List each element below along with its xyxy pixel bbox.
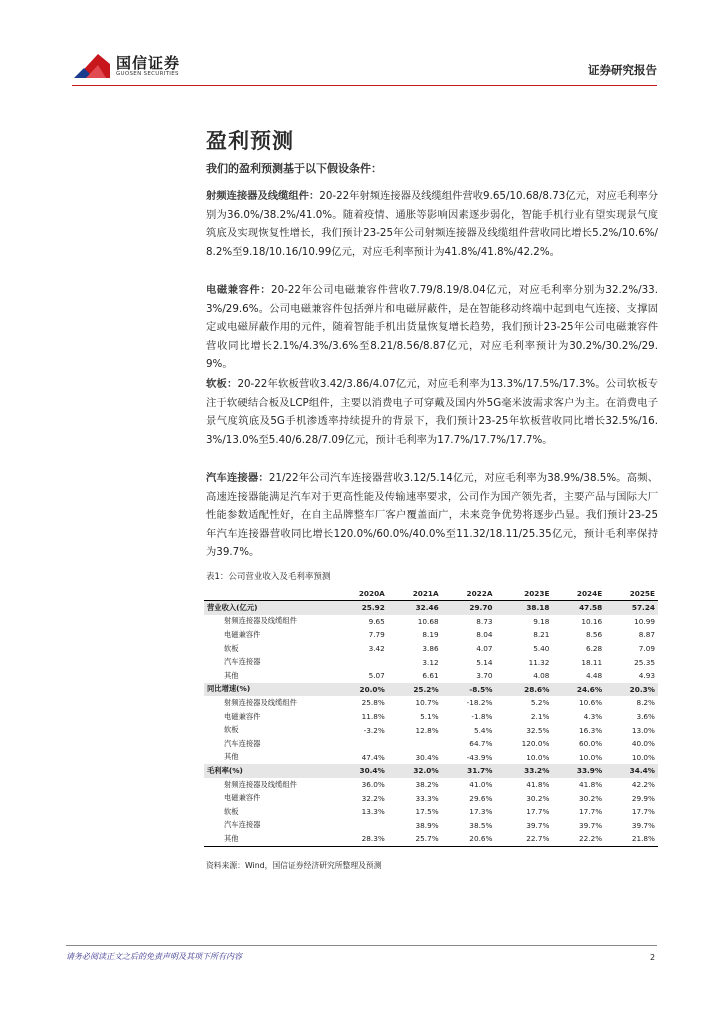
table-cell: 32.2%	[361, 793, 385, 803]
row-label: 电磁兼容件	[224, 629, 261, 639]
table-cell: 39.7%	[579, 820, 603, 830]
table-cell: 3.6%	[636, 712, 655, 722]
intro-text: 我们的盈利预测基于以下假设条件：	[206, 162, 382, 175]
table-cell: 39.7%	[526, 820, 550, 830]
table-cell: 20.6%	[442, 832, 496, 846]
disclaimer-text: 请务必阅读正文之后的免责声明及其项下所有内容	[66, 952, 242, 961]
paragraph-body: 20-22年软板营收3.42/3.86/4.07亿元，对应毛利率为13.3%/17.5%/17.3%。公司软板专注于软硬结合板及LCP组件，主要以消费电子可穿戴及国内外5G毫米波需求客户为主。在消费电子景气度筑底及5G手机渗透率持续提升的背景下，我们预计23-25年软板营收同比增长32.5%/16.3%/13.0%至5.40/6.28/7.09亿元，预计毛利率为17.7%/17.7%/17.7%。	[206, 378, 659, 446]
table-cell: 25.2%	[388, 683, 442, 697]
paragraph-body: 20-22年射频连接器及线缆组件营收9.65/10.68/8.73亿元，对应毛利率分别为36.0%/38.2%/41.0%。随着疫情、通胀等影响因素逐步弱化，智能手机行业有望实现景气度筑底及实现恢复性增长，我们预计23-25年公司射频连接器及线缆组件营收同比增长5.2%/10.6%/8.2%至9.18/10.16/10.99亿元，对应毛利率预计为41.8%/41.8%/42.2%。	[206, 190, 658, 258]
row-label: 射频连接器及线缆组件	[224, 779, 297, 789]
column-header: 2024E	[552, 587, 605, 601]
table-cell: -3.2%	[363, 725, 385, 735]
table-cell	[334, 655, 388, 669]
row-label: 其他	[204, 832, 334, 846]
table-cell: 17.7%	[631, 807, 655, 817]
paragraph-body: 20-22年公司电磁兼容件营收7.79/8.19/8.04亿元，对应毛利率分别为32.2%/33.3%/29.6%。公司电磁兼容件包括弹片和电磁屏蔽件，是在智能移动终端中起到电气连接、支撑固定或电磁屏蔽作用的元件，随着智能手机出货量恢复增长趋势，我们预计23-25年公司电磁兼容件营收同比增长2.1%/4.3%/3.6%至8.21/8.56/8.87亿元，对应毛利率预计为30.2%/30.2%/29.9%。	[206, 284, 658, 371]
table-cell: 31.7%	[442, 764, 496, 778]
table-cell: 30.2%	[526, 793, 550, 803]
table-cell: 60.0%	[579, 739, 603, 749]
table-cell: 17.5%	[415, 807, 439, 817]
logo-chinese-name: 国信证券	[116, 54, 181, 72]
table-cell: 29.6%	[469, 793, 493, 803]
paragraph-heading: 射频连接器及线缆组件：	[206, 190, 320, 202]
row-label: 营业收入(亿元)	[204, 601, 334, 615]
page-header	[72, 48, 657, 88]
table-cell: 28.6%	[495, 683, 552, 697]
table-cell: 36.0%	[361, 780, 385, 790]
table-cell: 16.3%	[579, 725, 603, 735]
table-cell: 21.8%	[605, 832, 658, 846]
table-cell: 22.2%	[552, 832, 605, 846]
header-divider	[72, 85, 657, 86]
table-cell: 10.68	[417, 616, 439, 626]
row-label: 毛利率(%)	[204, 764, 334, 778]
table-cell: 24.6%	[552, 683, 605, 697]
table-cell: 8.19	[422, 630, 439, 640]
revenue-margin-table	[204, 587, 658, 847]
table-cell: 10.0%	[526, 752, 550, 762]
guosen-logo	[72, 48, 232, 84]
logo-english-name: GUOSEN SECURITIES	[116, 71, 179, 77]
table-row	[204, 710, 658, 724]
table-cell: 22.7%	[495, 832, 552, 846]
row-label: 电磁兼容件	[224, 793, 261, 803]
table-cell: 8.04	[476, 630, 493, 640]
table-cell: 30.4%	[415, 752, 439, 762]
paragraph-emc-parts	[206, 281, 658, 374]
column-header: 2025E	[605, 587, 658, 601]
table-group-row	[204, 764, 658, 778]
table-cell: 3.70	[476, 671, 493, 681]
table-cell: 25.35	[634, 657, 655, 667]
table-cell: 20.0%	[334, 683, 388, 697]
table-cell: 6.61	[422, 671, 439, 681]
table-cell: 17.3%	[469, 807, 493, 817]
table-cell: 5.40	[533, 644, 550, 654]
row-label: 汽车连接器	[224, 738, 261, 748]
table-cell: 20.3%	[605, 683, 658, 697]
table-cell: 4.48	[585, 671, 603, 681]
table-cell: 38.2%	[415, 780, 439, 790]
table-cell	[334, 737, 388, 751]
section-title: 盈利预测	[206, 129, 294, 153]
table-cell: 32.5%	[526, 725, 550, 735]
table-row	[204, 696, 658, 710]
table-cell: 3.86	[422, 644, 439, 654]
table-cell: 38.9%	[415, 820, 439, 830]
table-cell	[334, 819, 388, 833]
table-cell: 4.07	[476, 644, 493, 654]
table-cell: 2.1%	[530, 712, 550, 722]
table-row	[204, 628, 658, 642]
table-cell: 5.4%	[473, 725, 493, 735]
table-cell: 3.42	[368, 644, 385, 654]
table-cell: 28.3%	[334, 832, 388, 846]
table-cell: 29.9%	[631, 793, 655, 803]
table-cell: 41.8%	[579, 780, 603, 790]
table-cell: -43.9%	[466, 752, 493, 762]
table-row	[204, 751, 658, 765]
table-cell: 34.4%	[605, 764, 658, 778]
table-cell: 5.14	[476, 657, 493, 667]
table-cell: 9.18	[533, 616, 550, 626]
table-cell: 41.0%	[469, 780, 493, 790]
table-cell: 4.08	[533, 671, 550, 681]
paragraph-heading: 汽车连接器：	[206, 472, 269, 484]
column-header: 2020A	[334, 587, 388, 601]
table-row	[204, 819, 658, 833]
table-row	[204, 737, 658, 751]
table-cell: 42.2%	[631, 780, 655, 790]
paragraph-heading: 电磁兼容件：	[206, 284, 272, 296]
table-body	[204, 601, 658, 847]
table-group-row	[204, 683, 658, 697]
row-label: 软板	[224, 643, 239, 653]
table-cell: 10.99	[634, 616, 655, 626]
table-cell	[388, 737, 442, 751]
table-cell: 8.2%	[636, 698, 655, 708]
table-cell: 10.7%	[415, 698, 439, 708]
table-row	[204, 778, 658, 792]
table-row	[204, 723, 658, 737]
table-cell: 33.2%	[495, 764, 552, 778]
column-header: 2023E	[495, 587, 552, 601]
table-cell: 8.56	[585, 630, 603, 640]
table-cell: 25.7%	[388, 832, 442, 846]
report-type-label: 证券研究报告	[588, 63, 657, 77]
row-label: 射频连接器及线缆组件	[224, 616, 297, 626]
paragraph-heading: 软板：	[206, 378, 238, 390]
table-cell: 8.73	[476, 616, 493, 626]
table-cell: 3.12	[422, 657, 439, 667]
row-label: 软板	[224, 725, 239, 735]
row-label: 同比增速(%)	[204, 683, 334, 697]
table-cell: 6.28	[585, 644, 603, 654]
row-label: 汽车连接器	[224, 820, 261, 830]
table-cell: -1.8%	[471, 712, 493, 722]
table-cell: 38.5%	[469, 820, 493, 830]
table-cell: 7.09	[638, 644, 655, 654]
table-group-row	[204, 601, 658, 615]
page-number: 2	[650, 953, 656, 962]
row-label: 其他	[224, 752, 239, 762]
table-row	[204, 805, 658, 819]
row-label: 其他	[224, 670, 239, 680]
table-row	[204, 669, 658, 683]
table-cell: 30.4%	[334, 764, 388, 778]
table-cell: 4.3%	[583, 712, 603, 722]
table-caption: 表1：公司营业收入及毛利率预测	[206, 572, 331, 582]
table-cell: 32.46	[388, 601, 442, 615]
table-header-row	[204, 587, 658, 601]
table-cell: 5.07	[368, 671, 385, 681]
table-cell: 47.58	[552, 601, 605, 615]
table-cell: 17.7%	[526, 807, 550, 817]
table-cell: 33.3%	[415, 793, 439, 803]
table-cell: 40.0%	[631, 739, 655, 749]
table-cell: 120.0%	[521, 739, 550, 749]
table-cell: 17.7%	[579, 807, 603, 817]
table-cell: 57.24	[605, 601, 658, 615]
table-cell: 10.16	[581, 616, 603, 626]
table-cell: 32.0%	[388, 764, 442, 778]
table-cell: 10.0%	[631, 752, 655, 762]
table-cell: 39.7%	[631, 820, 655, 830]
table-cell: 25.8%	[361, 698, 385, 708]
column-header: 2021A	[388, 587, 442, 601]
table-cell: 7.79	[368, 630, 385, 640]
row-label: 电磁兼容件	[224, 711, 261, 721]
table-cell: 11.32	[528, 657, 550, 667]
table-cell: 10.6%	[579, 698, 603, 708]
table-cell: 13.3%	[361, 807, 385, 817]
table-cell: 4.93	[638, 671, 655, 681]
table-cell: -8.5%	[442, 683, 496, 697]
table-cell: 25.92	[334, 601, 388, 615]
source-note: 资料来源：Wind，国信证券经济研究所整理及预测	[206, 861, 382, 870]
table-cell: 9.65	[368, 616, 385, 626]
table-cell: 8.87	[638, 630, 655, 640]
table-cell: 10.0%	[579, 752, 603, 762]
paragraph-rf-connectors	[206, 187, 658, 261]
column-header	[204, 587, 334, 601]
table-cell: 38.18	[495, 601, 552, 615]
table-row	[204, 642, 658, 656]
table-cell: 33.9%	[552, 764, 605, 778]
row-label: 射频连接器及线缆组件	[224, 697, 297, 707]
table-cell: 41.8%	[526, 780, 550, 790]
row-label: 汽车连接器	[224, 657, 261, 667]
table-cell: -18.2%	[466, 698, 493, 708]
table-cell: 11.8%	[361, 712, 385, 722]
paragraph-body: 21/22年公司汽车连接器营收3.12/5.14亿元，对应毛利率为38.9%/38.5%。高频、高速连接器能满足汽车对于更高性能及传输速率要求，公司作为国产领先者，主要产品与国际大厂性能参数适配性好，在自主品牌整车厂客户覆盖面广，未来竞争优势将逐步凸显。我们预计23-25年汽车连接器营收同比增长120.0%/60.0%/40.0%至11.32/18.11/25.35亿元，预计毛利率保持为39.7%。	[206, 472, 659, 559]
table-row	[204, 791, 658, 805]
table-cell: 5.1%	[420, 712, 439, 722]
paragraph-flex-board	[206, 375, 658, 449]
table-cell: 5.2%	[530, 698, 550, 708]
table-cell: 64.7%	[469, 739, 493, 749]
table-cell: 13.0%	[631, 725, 655, 735]
paragraph-auto-connectors	[206, 469, 658, 562]
table-row	[204, 615, 658, 629]
table-row	[204, 832, 658, 846]
table-cell: 8.21	[533, 630, 550, 640]
column-header: 2022A	[442, 587, 496, 601]
table-cell: 18.11	[581, 657, 603, 667]
table-cell: 29.70	[442, 601, 496, 615]
table-cell: 47.4%	[361, 752, 385, 762]
footer-divider	[66, 945, 657, 946]
table-cell: 12.8%	[415, 725, 439, 735]
table-row	[204, 655, 658, 669]
table-cell: 30.2%	[579, 793, 603, 803]
row-label: 软板	[224, 806, 239, 816]
guosen-logo-icon	[72, 48, 112, 82]
